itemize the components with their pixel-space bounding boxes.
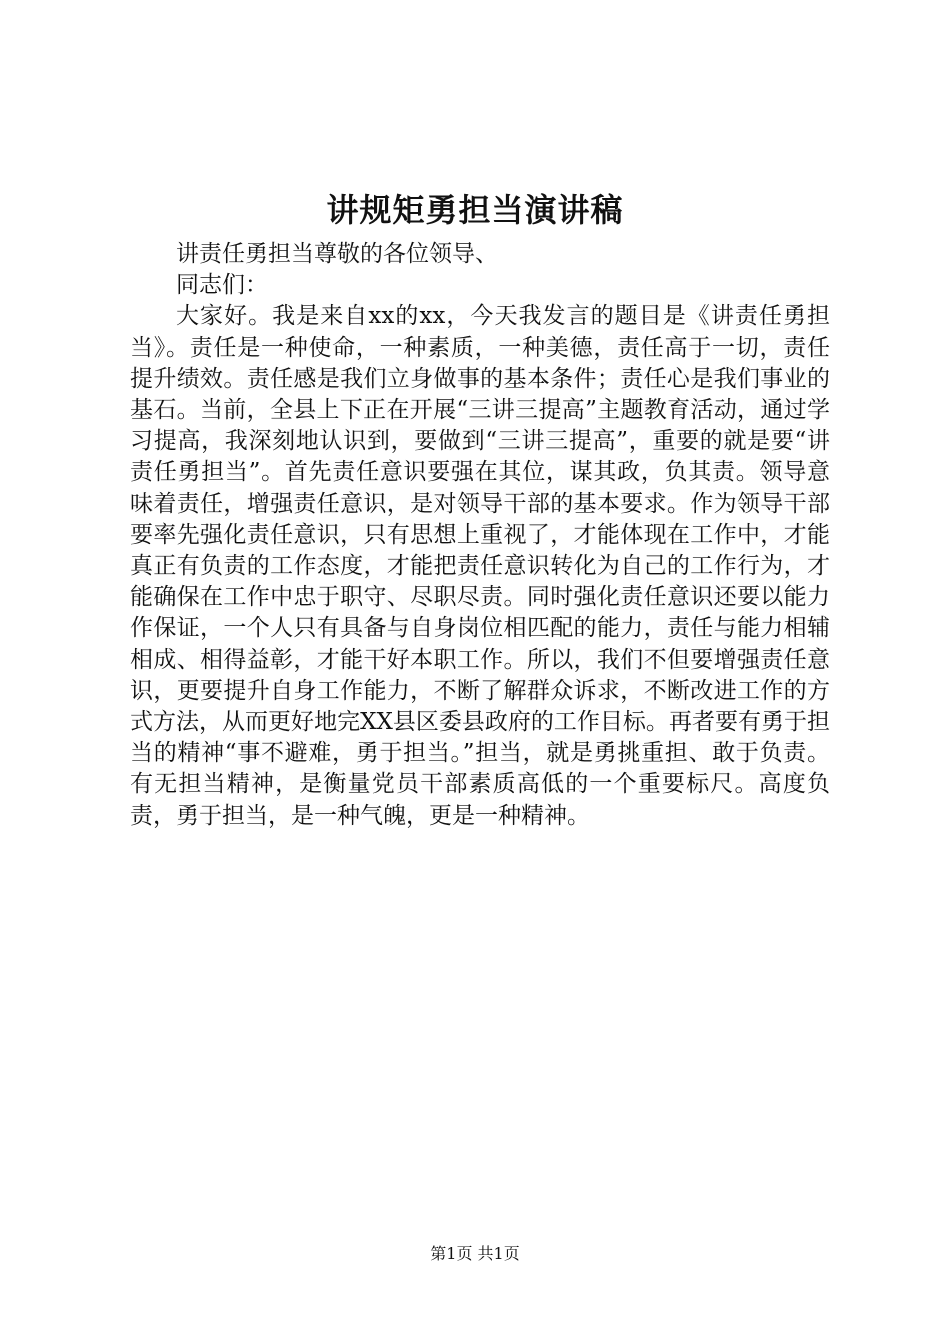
page-footer: 第1页 共1页 bbox=[430, 1244, 520, 1263]
salutation-line: 讲责任勇担当尊敬的各位领导、 bbox=[176, 241, 498, 267]
body-paragraph: 大家好。我是来自xx的xx，今天我发言的题目是《讲责任勇担当》。责任是一种使命，一种素质，一种美德，责任高于一切，责任提升绩效。责任感是我们立身做事的基本条件；责任心是我们事业的基石。当前，全县上下正在开展“三讲三提高”主题教育活动，通过学习提高，我深刻地认识到，要做到“三讲三提高”，重要的就是要“讲责任勇担当”。首先责任意识要强在其位，谋其政，负其责。领导意味着责任，增强责任意识，是对领导干部的基本要求。作为领导干部要率先强化责任意识，只有思想上重视了，才能体现在工作中，才能真正有负责的工作态度，才能把责任意识转化为自己的工作行为，才能确保在工作中忠于职守、尽职尽责。同时强化责任意识还要以能力作保证，一个人只有具备与自身岗位相匹配的能力，责任与能力相辅相成、相得益彰，才能干好本职工作。所以，我们不但要增强责任意识，更要提升自身工作能力，不断了解群众诉求，不断改进工作的方式方法，从而更好地完XX县区委县政府的工作目标。再者要有勇于担当的精神“事不避难，勇于担当。”担当，就是勇挑重担、敢于负责。有无担当精神，是衡量党员干部素质高低的一个重要标尺。高度负责，勇于担当，是一种气魄，更是一种精神。 bbox=[130, 303, 830, 829]
document-title: 讲规矩勇担当演讲稿 bbox=[326, 191, 624, 229]
salutation-line-2: 同志们： bbox=[176, 272, 268, 299]
document-body bbox=[130, 239, 830, 832]
